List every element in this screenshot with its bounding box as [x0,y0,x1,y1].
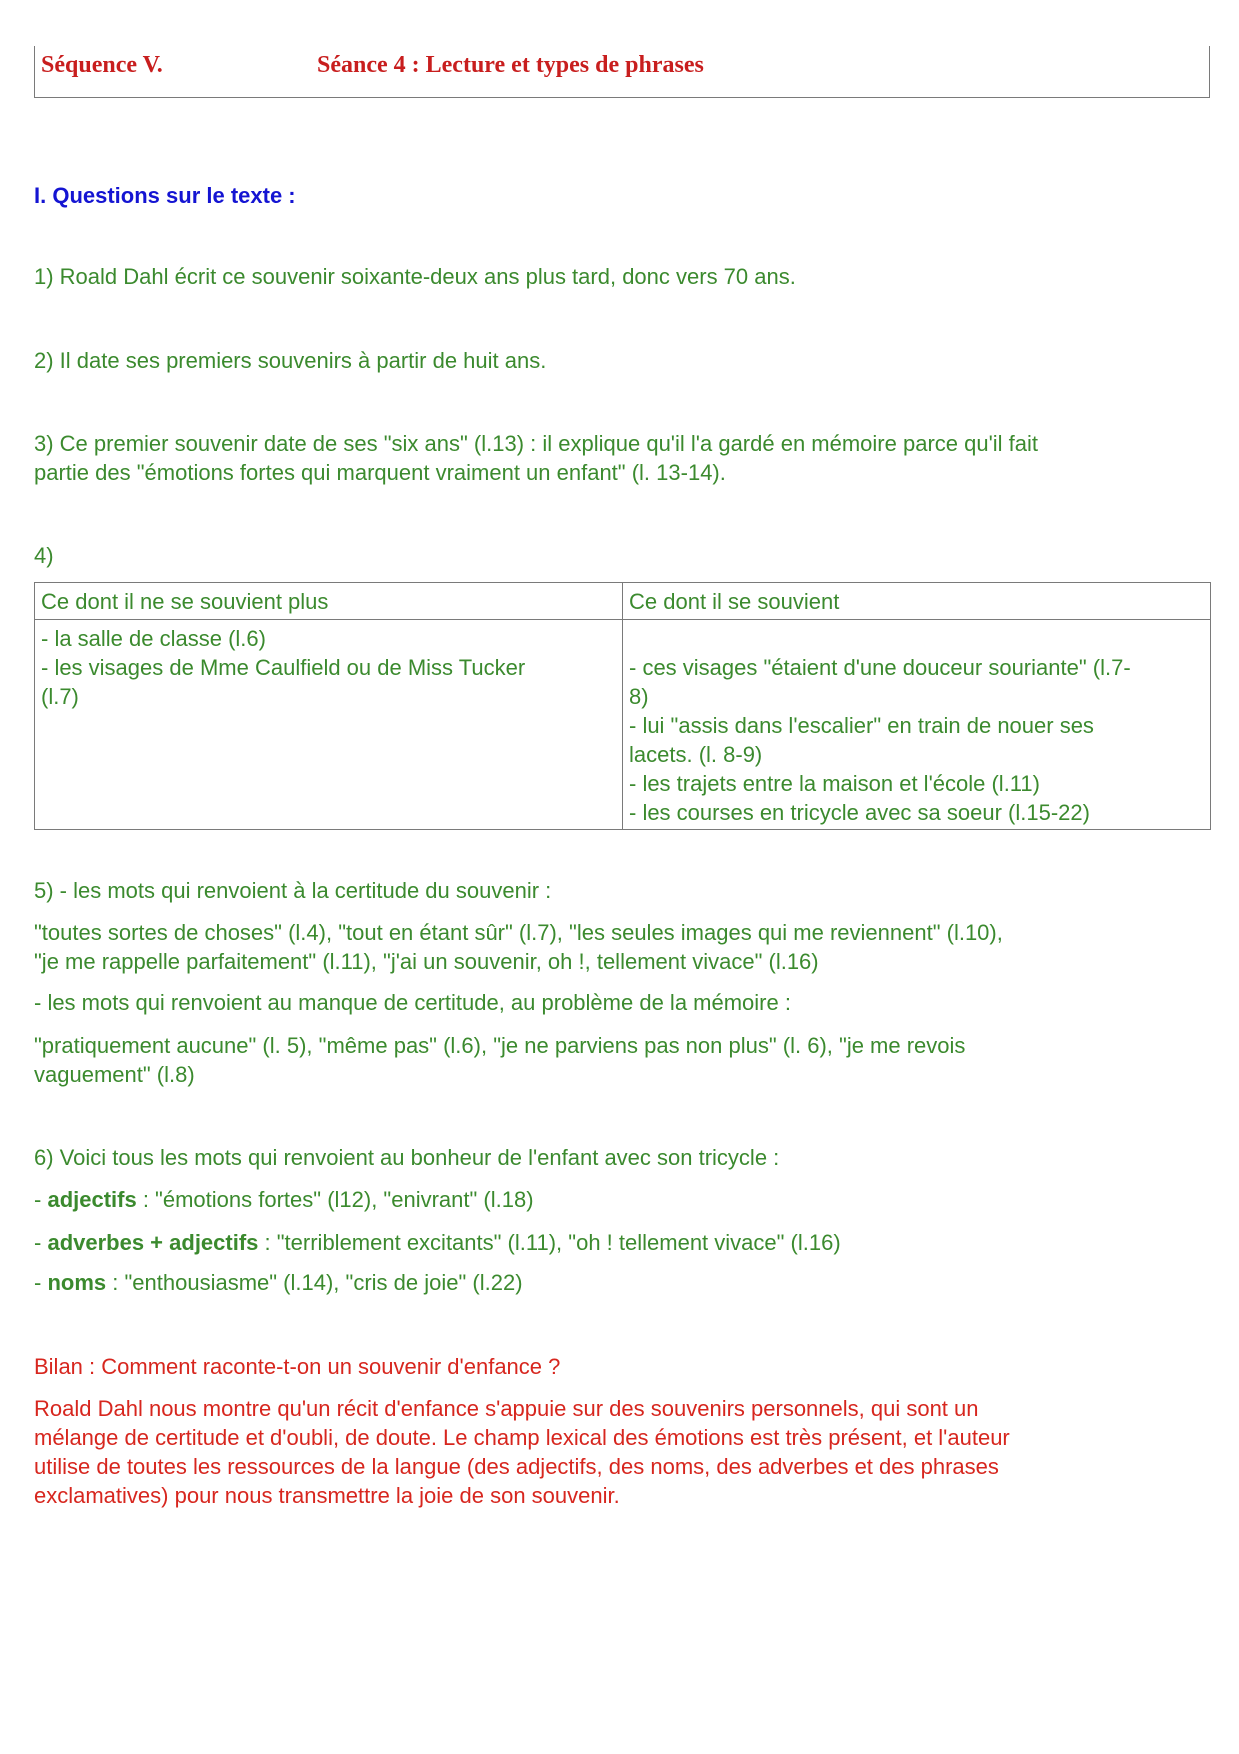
list-item: - ces visages "étaient d'une douceur souriante" (l.7- [629,655,1131,680]
word-class-examples: : "enthousiasme" (l.14), "cris de joie" (l.22) [106,1270,523,1295]
list-item: lacets. (l. 8-9) [629,742,763,767]
table-header-remembered: Ce dont il se souvient [623,583,1211,620]
table-header-row [35,583,1211,620]
seance-title: Séance 4 : Lecture et types de phrases [317,52,704,78]
table-row [35,620,1211,830]
answer-5-certitude [34,918,1003,976]
answer-6-item-adjectifs [34,1185,534,1214]
list-item: 8) [629,684,649,709]
bilan-line: mélange de certitude et d'oubli, de doute. Le champ lexical des émotions est très présent, et l'auteur [34,1425,1010,1450]
list-item: - les trajets entre la maison et l'école (l.11) [629,771,1040,796]
word-class-label: adjectifs [47,1187,137,1212]
list-bullet: - [34,1230,48,1255]
answer-5-certitude-line-1: "toutes sortes de choses" (l.4), "tout en étant sûr" (l.7), "les seules images qui me reviennent" (l.10), [34,920,1003,945]
answer-5-doute-line-1: "pratiquement aucune" (l. 5), "même pas" (l.6), "je ne parviens pas non plus" (l. 6), "je me revois [34,1033,966,1058]
list-bullet: - [34,1270,48,1295]
answer-6-item-adverbes [34,1228,841,1257]
list-item: - les courses en tricycle avec sa soeur (l.15-22) [629,800,1090,825]
answer-4-label: 4) [34,543,54,568]
bilan-line: exclamatives) pour nous transmettre la joie de son souvenir. [34,1483,620,1508]
word-class-examples: : "terriblement excitants" (l.11), "oh ! tellement vivace" (l.16) [258,1230,841,1255]
bilan-paragraph [34,1394,1010,1510]
word-class-label: adverbes + adjectifs [47,1230,259,1255]
word-class-label: noms [47,1270,107,1295]
list-item: - la salle de classe (l.6) [41,626,266,651]
bilan-title: Bilan : Comment raconte-t-on un souvenir d'enfance ? [34,1354,561,1379]
answer-5-certitude-line-2: "je me rappelle parfaitement" (l.11), "j'ai un souvenir, oh !, tellement vivace" (l.16) [34,949,819,974]
answer-5-doute-line-2: vaguement" (l.8) [34,1062,195,1087]
answer-3 [34,429,1038,487]
sequence-title: Séquence V. [41,52,163,78]
answer-3-line-1: 3) Ce premier souvenir date de ses "six ans" (l.13) : il explique qu'il l'a gardé en mémoire parce qu'il fait [34,431,1039,456]
section-title: I. Questions sur le texte : [34,183,296,208]
bilan-line: utilise de toutes les ressources de la langue (des adjectifs, des noms, des adverbes et des phrases [34,1454,999,1479]
answer-6-item-noms [34,1268,523,1297]
memory-table [34,582,1211,830]
answer-2: 2) Il date ses premiers souvenirs à partir de huit ans. [34,348,547,373]
bilan-line: Roald Dahl nous montre qu'un récit d'enfance s'appuie sur des souvenirs personnels, qui sont un [34,1396,979,1421]
list-bullet: - [34,1187,48,1212]
list-item: - les visages de Mme Caulfield ou de Miss Tucker [41,655,526,680]
list-item: (l.7) [41,684,79,709]
table-cell-remembered [623,620,1211,830]
answer-3-line-2: partie des "émotions fortes qui marquent vraiment un enfant" (l. 13-14). [34,460,726,485]
answer-1: 1) Roald Dahl écrit ce souvenir soixante-deux ans plus tard, donc vers 70 ans. [34,264,796,289]
answer-5-doute-intro: - les mots qui renvoient au manque de certitude, au problème de la mémoire : [34,990,791,1015]
header-box [34,46,1210,98]
table-cell-forgotten [35,620,623,830]
answer-5-intro: 5) - les mots qui renvoient à la certitude du souvenir : [34,878,552,903]
answer-6-intro: 6) Voici tous les mots qui renvoient au bonheur de l'enfant avec son tricycle : [34,1145,780,1170]
word-class-examples: : "émotions fortes" (l12), "enivrant" (l.18) [136,1187,534,1212]
list-item: - lui "assis dans l'escalier" en train de nouer ses [629,713,1094,738]
answer-5-doute [34,1031,965,1089]
table-header-forgotten: Ce dont il ne se souvient plus [35,583,623,620]
